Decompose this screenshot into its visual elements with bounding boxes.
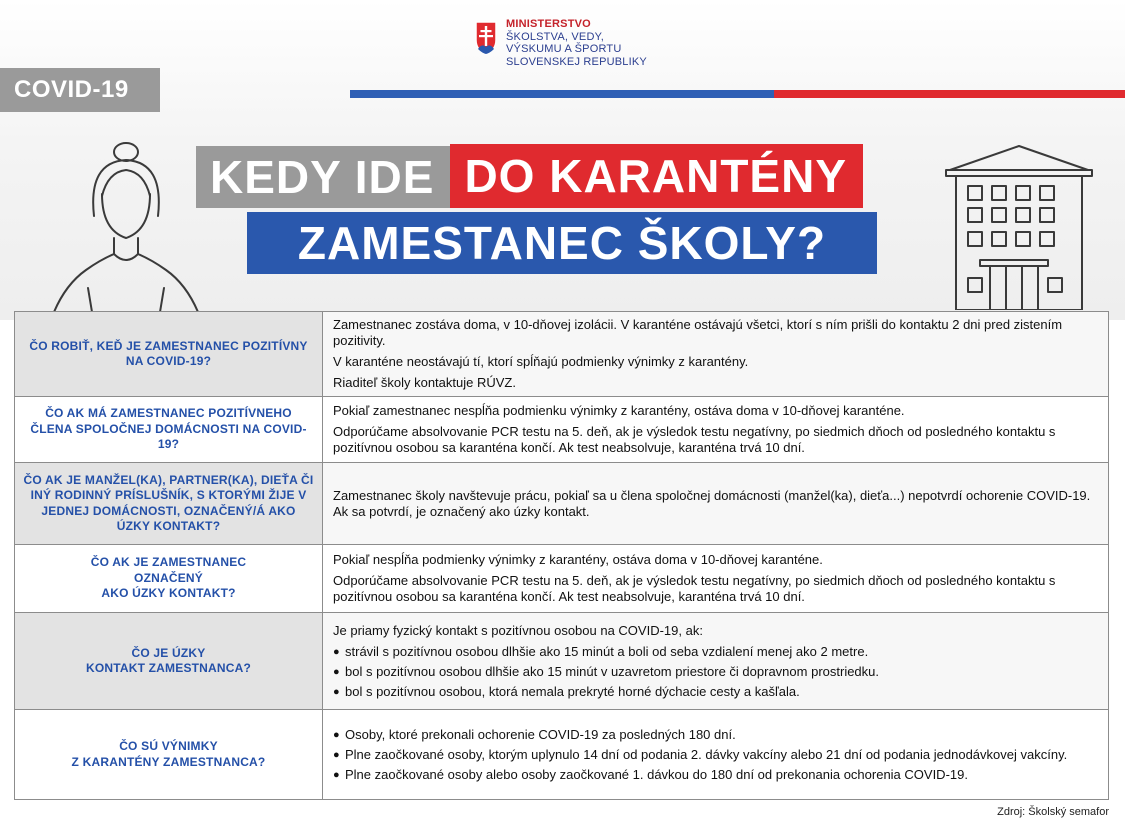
question-line: ČO AK JE ZAMESTNANEC [90,555,247,570]
list-item: ● Plne zaočkované osoby, ktorým uplynulo 14 dní od podania 2. dávky vakcíny alebo 21 dní od podania jednodávkovej vakcíny. [333,747,1098,763]
ministry-line-3: VÝSKUMU A ŠPORTU [506,43,622,55]
question-cell [15,613,323,710]
answer-cell [323,710,1109,800]
bullet-list [333,644,1098,700]
question-cell [15,545,323,613]
question-cell [15,710,323,800]
slovak-crest-icon [474,20,498,56]
title-part-3: ZAMESTANEC ŠKOLY? [247,212,877,274]
answer-paragraph: Zamestnanec zostáva doma, v 10-dňovej izolácii. V karanténe ostávajú všetci, ktorí s ním prišli do kontaktu 2 dni pred zistením pozitivity. [333,317,1063,348]
table-row [15,613,1109,710]
answer-paragraph: Zamestnanec školy navštevuje prácu, pokiaľ sa u člena spoločnej domácnosti (manžel(ka), dieťa...) nepotvrdí ochorenie COVID-19. Ak sa potvrdí, je označený ako úzky kontakt. [333,487,1091,519]
answer-paragraph: Pokiaľ zamestnanec nespĺňa podmienku výnimky z karantény, ostáva doma v 10-dňovej karanténe. [333,403,905,418]
question-line: ČO JE ÚZKY [131,645,206,660]
list-item: ● Osoby, ktoré prekonali ochorenie COVID-19 za posledných 180 dní. [333,727,1098,743]
bullet-list [333,727,1098,783]
answer-cell [323,545,1109,613]
ministry-logo [474,18,647,68]
answer-paragraph: Riaditeľ školy kontaktuje RÚVZ. [333,375,516,390]
question-line: KONTAKT ZAMESTNANCA? [85,661,252,675]
title-row-1 [196,146,863,208]
table-row [15,710,1109,800]
question-line: ČO SÚ VÝNIMKY [119,739,218,753]
question-line: AKO ÚZKY KONTAKT? [101,586,236,601]
covid-badge: COVID-19 [0,68,160,112]
question-cell: ČO AK MÁ ZAMESTNANEC POZITÍVNEHO ČLENA SPOLOČNEJ DOMÁCNOSTI NA COVID-19? [15,397,323,463]
ministry-line-1: MINISTERSTVO [506,18,591,30]
table-row [15,463,1109,545]
question-cell: ČO AK JE MANŽEL(KA), PARTNER(KA), DIEŤA ČI INÝ RODINNÝ PRÍSLUŠNÍK, S KTORÝMI ŽIJE V JEDNEJ DOMÁCNOSTI, OZNAČENÝ/Á AKO ÚZKY KONTAKT? [15,463,323,545]
list-item: ● bol s pozitívnou osobou dlhšie ako 15 minút v uzavretom priestore či dopravnom prostriedku. [333,664,1098,680]
answer-paragraph: Pokiaľ nespĺňa podmienky výnimky z karantény, ostáva doma v 10-dňovej karanténe. [333,552,823,567]
answer-paragraph: Odporúčame absolvovanie PCR testu na 5. deň, ak je výsledok testu negatívny, po siedmich dňoch od posledného kontaktu s pozitívnou osobou sa karanténa končí. Ak test neabsolvuje, karanténa trvá 10 dní. [333,573,1056,604]
answer-paragraph: Odporúčame absolvovanie PCR testu na 5. deň, ak je výsledok testu negatívny, po siedmich dňoch od posledného kontaktu s pozitívnou osobou sa karanténa končí. Ak test neabsolvuje, karanténa trvá 10 dní. [333,424,1056,455]
answer-cell [323,312,1109,397]
faq-table [14,311,1109,800]
stripe-blue [350,90,774,98]
answer-intro: Je priamy fyzický kontakt s pozitívnou osobou na COVID-19, ak: [333,622,703,638]
answer-cell [323,397,1109,463]
stripe-red [774,90,1125,98]
list-item: ● strávil s pozitívnou osobou dlhšie ako 15 minút a boli od seba vzdialení menej ako 2 metre. [333,644,1098,660]
question-line: OZNAČENÝ [134,570,203,585]
list-item: ● bol s pozitívnou osobou, ktorá nemala prekryté horné dýchacie cesty a kašľala. [333,684,1098,700]
question-cell: ČO ROBIŤ, KEĎ JE ZAMESTNANEC POZITÍVNY NA COVID-19? [15,312,323,397]
ministry-line-4: SLOVENSKEJ REPUBLIKY [506,55,647,68]
question-line: Z KARANTÉNY ZAMESTNANCA? [71,754,266,769]
title-part-2: DO KARANTÉNY [450,144,863,208]
answer-paragraph: V karanténe neostávajú tí, ktorí spĺňajú podmienky výnimky z karantény. [333,354,749,369]
answer-cell [323,613,1109,710]
table-row [15,312,1109,397]
person-outline-icon [52,138,212,318]
ministry-line-2: ŠKOLSTVA, VEDY, [506,30,604,43]
list-item: ● Plne zaočkované osoby alebo osoby zaočkované 1. dávkou do 180 dní od prekonania ochorenia COVID-19. [333,767,1098,783]
school-building-icon [944,142,1094,315]
title-part-1: KEDY IDE [196,146,450,208]
source-note: Zdroj: Školský semafor [997,806,1109,818]
table-row [15,397,1109,463]
table-row [15,545,1109,613]
answer-cell [323,463,1109,545]
